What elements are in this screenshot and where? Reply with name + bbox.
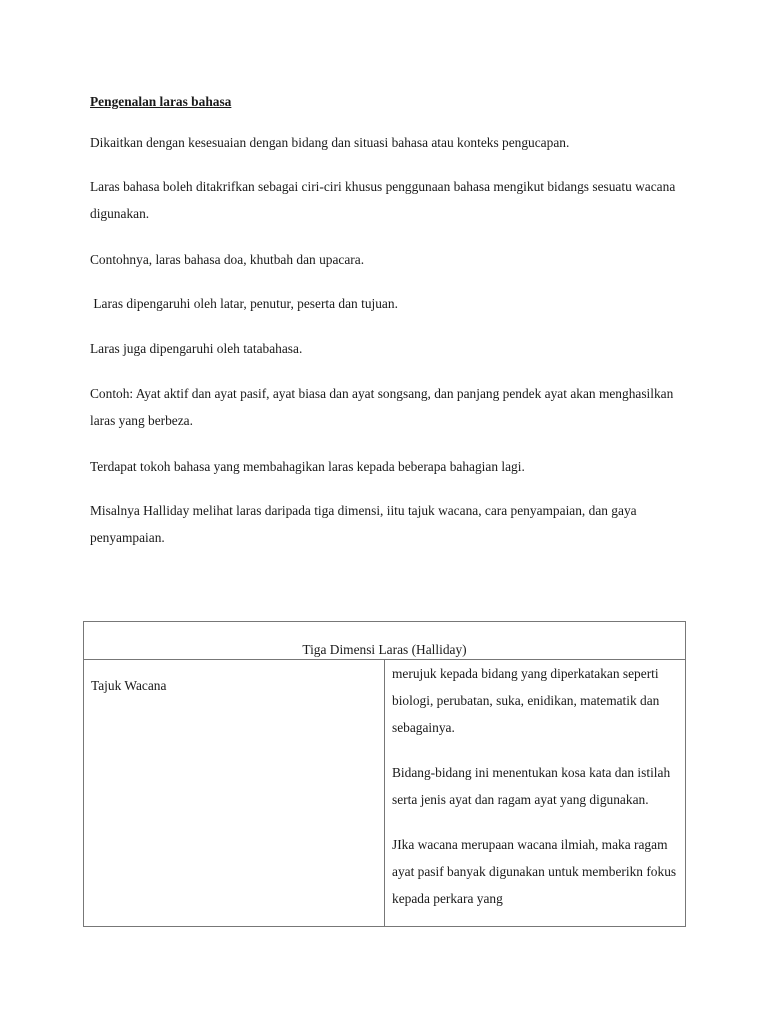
- description-paragraph-1: merujuk kepada bidang yang diperkatakan seperti biologi, perubatan, suka, enidikan, matematik dan sebagainya.: [392, 666, 660, 735]
- document-body: [90, 93, 690, 551]
- table-header: [84, 622, 686, 660]
- row-label: Tajuk Wacana: [91, 678, 167, 693]
- paragraph-2: Laras bahasa boleh ditakrifkan sebagai ciri-ciri khusus penggunaan bahasa mengikut bidangs sesuatu wacana digunakan.: [90, 179, 676, 221]
- table-cell-label: [84, 660, 385, 927]
- table-cell-description: [385, 660, 686, 927]
- paragraph-1: Dikaitkan dengan kesesuaian dengan bidang dan situasi bahasa atau konteks pengucapan.: [90, 135, 570, 150]
- paragraph-3: Contohnya, laras bahasa doa, khutbah dan upacara.: [90, 252, 365, 267]
- paragraph-6: Contoh: Ayat aktif dan ayat pasif, ayat biasa dan ayat songsang, dan panjang pendek ayat akan menghasilkan laras yang berbeza.: [90, 386, 674, 428]
- table-header-text: Tiga Dimensi Laras (Halliday): [302, 642, 467, 657]
- table-row: [84, 660, 686, 927]
- description-paragraph-3: JIka wacana merupaan wacana ilmiah, maka ragam ayat pasif banyak digunakan untuk memberikn fokus kepada perkara yang: [392, 837, 677, 906]
- paragraph-8: Misalnya Halliday melihat laras daripada tiga dimensi, iitu tajuk wacana, cara penyampaian, dan gaya penyampaian.: [90, 503, 637, 545]
- paragraph-7: Terdapat tokoh bahasa yang membahagikan laras kepada beberapa bahagian lagi.: [90, 459, 525, 474]
- halliday-table: [83, 621, 686, 927]
- paragraph-4: Laras dipengaruhi oleh latar, penutur, peserta dan tujuan.: [90, 296, 398, 311]
- document-title: Pengenalan laras bahasa: [90, 94, 232, 109]
- paragraph-5: Laras juga dipengaruhi oleh tatabahasa.: [90, 341, 303, 356]
- description-paragraph-2: Bidang-bidang ini menentukan kosa kata dan istilah serta jenis ayat dan ragam ayat yang digunakan.: [392, 765, 671, 807]
